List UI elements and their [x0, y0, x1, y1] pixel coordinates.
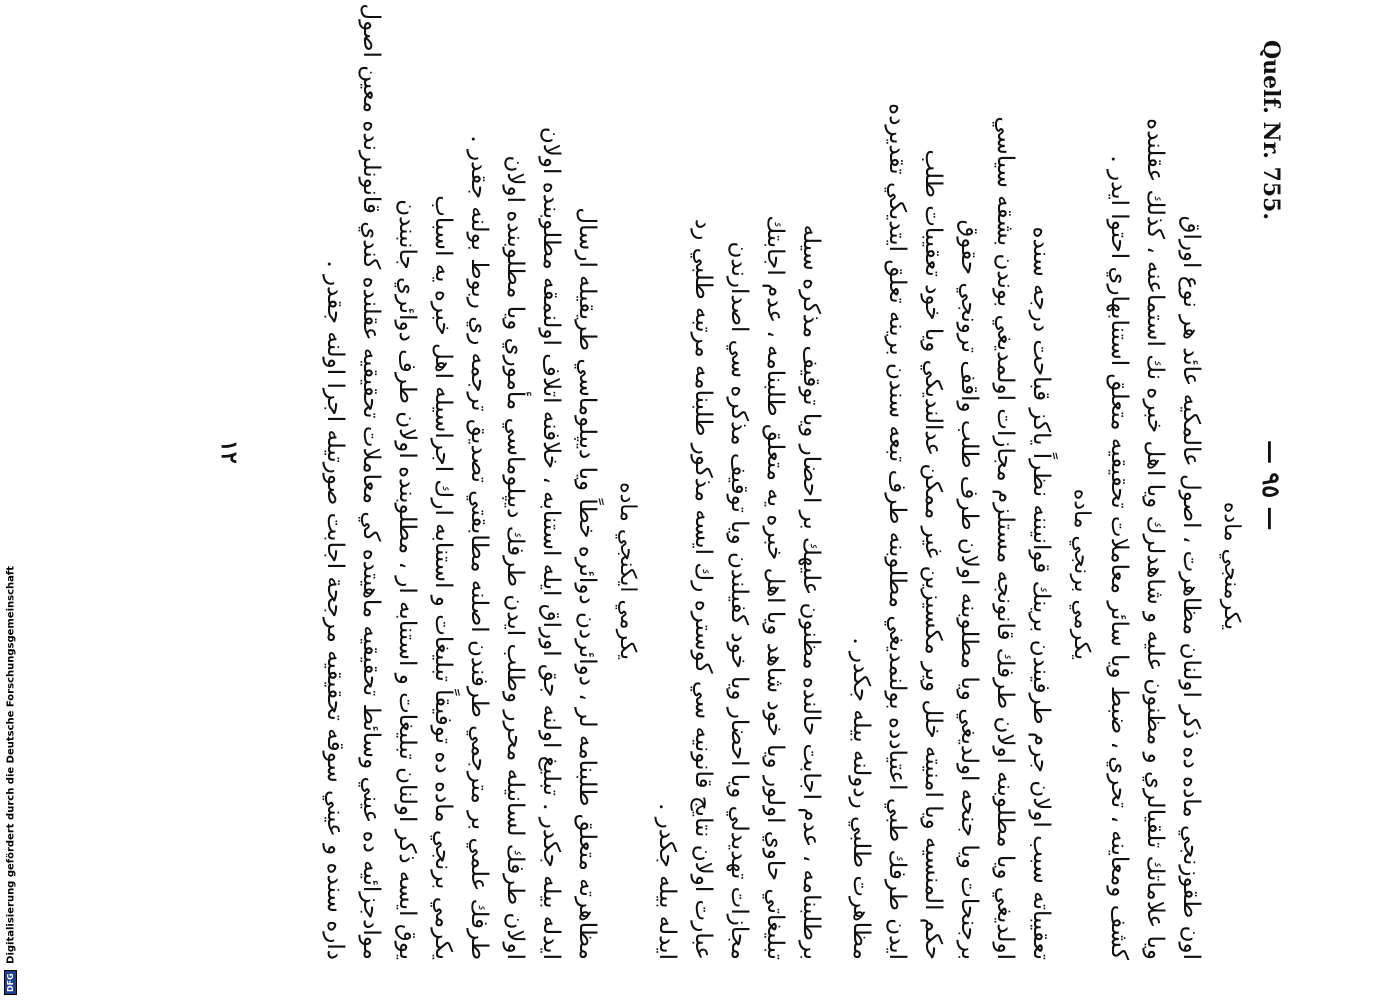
section-heading-2: يكرمي برنجي ماده: [1069, 488, 1094, 660]
text-line: ويا علاماتك تلقيالري و مظنون عليه و شاهدلرك ويا اهل خبره نك استماعنه ، كذلك عقلنده: [1142, 118, 1168, 960]
text-line: مظاهرته متعلق طلبنامه لر ، دوائردن دوائره خطاً ويا ديپلوماسي طريقيله ارسال: [574, 207, 600, 960]
text-line: ايدله بيله جكدر . تبليغ اولنه جق اوراق ايله استنابه ، خلافنه اتلاف اولنمقه مطلوبنده اولان: [538, 126, 564, 960]
text-line: مظاهرت طلبي ردولنه بيله جكدر .: [848, 637, 874, 960]
text-line: برجنحات ويا جنحه اولديغي ويا مطلوبنه اولان طرف طلب واقف ترونجي حقوق: [956, 219, 982, 960]
funding-note: [4, 566, 17, 995]
text-line: تعقيباته سبب اولان جرم طرفيندن برينك قوانيننه نظراً ياكز قباحت درجه سنده: [1028, 226, 1054, 960]
page-footer-number: ١٢: [216, 440, 242, 464]
funding-text: Digitalisierung gefördert durch die Deutsche Forschungsgemeinschaft: [5, 565, 17, 964]
text-line: تبليغاتي حاوي اولور ويا خود شاهد ويا اهل خبره يه متعلق طلبنامه ، عدم اجابتك: [762, 215, 788, 960]
text-line: طرفك علمي بر مترجمي طرفندن اصلنه مطابقتي تصديق ترجمه ري ربوط بولنه جقدر .: [466, 135, 492, 960]
dfg-logo-icon: DFG: [4, 970, 17, 995]
text-line: برطلبنامه ، عدم اجابت حالنده مظنون عليهك بر احضار ويا توقيف مذكره سيله: [798, 224, 824, 960]
text-line: اولديغي ويا مطلوبنه اولان طرفك قانونجه مستلزم مجازات اولمديغي بوندن بشقه سياسي: [992, 116, 1018, 960]
text-line: ايدله بيله جكدر .: [654, 803, 680, 960]
text-line: يكرمي برنجي ماده ده توفيقاً تبليغات و استنابه ارك اجراسيله اهل خبره يه اسباب: [430, 195, 456, 960]
page-header: [1250, 40, 1290, 960]
text-line: اولان طرفك لسانيله محرر وطلب ايدن طرفك ديپلوماسي مأموري ويا مطلوبنده اولان: [502, 155, 528, 960]
text-line: حكم المنسيه ويا امنيته خلل وير مكسيزين غير ممكن عدالنديكي ويا خود تعقيبات طلب: [920, 149, 946, 960]
text-line: كشف ومعاينه ، تحري ، ضبط ويا سائر معاملات تحقيقيه متعلق استنابهاري احتوا ايدر .: [1106, 155, 1132, 960]
text-line: عبارت اولان نتايج قانونيه سي كوستره رك ايسه مذكور طلبنامه مرتبه طلبي رد: [690, 218, 716, 960]
text-line: موادجزائيه ده عيني وسائط تحقيقيه ماهيتده كي معاملات تحقيقيه عقلنده كندي قانونلرنده معين اصول: [358, 3, 384, 960]
text-line: يوق ايسه ذكر اولنان تبليغات و استنابه ار ، مطلوبنده اولان طرف دوائري جانبندن: [394, 199, 420, 960]
section-heading-1: يكرمنجي ماده: [1219, 501, 1244, 630]
section-heading-4: يكرمي ايكنجي ماده: [615, 482, 640, 660]
page-number-header: — ٩٥ —: [1257, 440, 1286, 531]
text-line: ايدن طرفك طبي اعتيادده بولنمديغي مطلوبنه طرف تبعه سندن برينه تعلق ايتديكي تقديرده: [884, 103, 910, 960]
text-line: اون طقوزنجي ماده ده ذكر اولنان مظاهرت ، اصول عالمكيه عائد هر نوع اوراق: [1178, 215, 1204, 960]
text-line: داره سنده و عيني سوقه تحقيقيه مرجحة اجابت صورتيله اجرا اولنه جقدر .: [322, 260, 348, 960]
text-line: مجازات تهديدلي ويا احضار ويا خود كفيلندن ويا توقيف مذكره سي اصدارندن: [726, 241, 752, 960]
catalog-number: Quelf. Nr. 755.: [1258, 40, 1284, 221]
rotated-document-page: [170, 3, 1290, 960]
